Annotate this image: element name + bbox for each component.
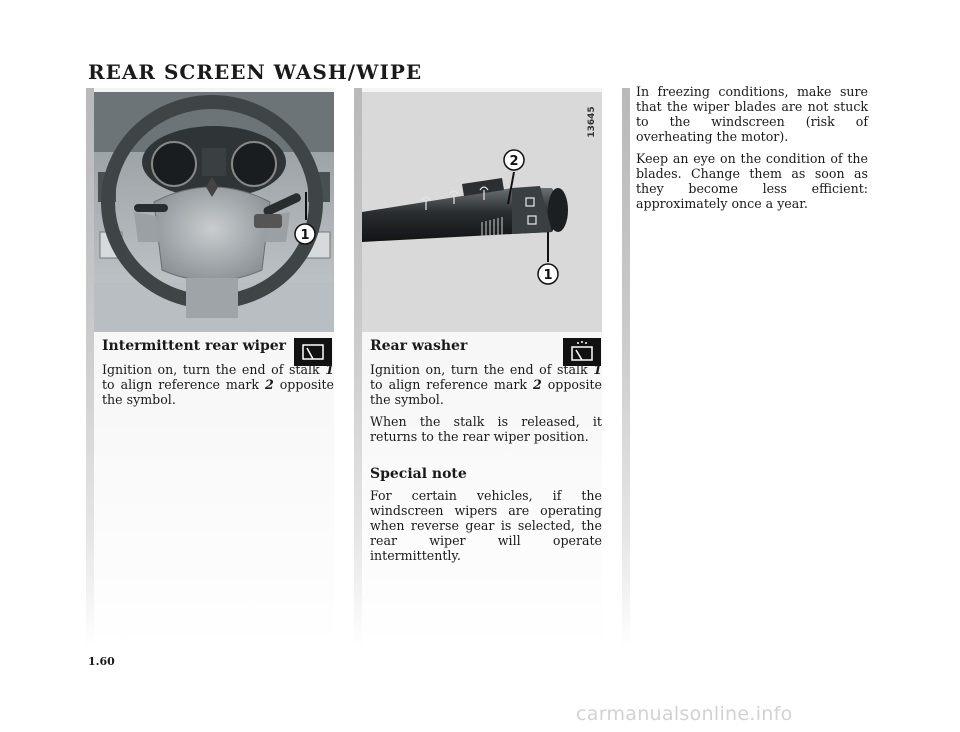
intermittent-rear-wiper-heading: Intermittent rear wiper — [102, 338, 287, 354]
page-number: 1.60 — [88, 655, 115, 668]
photo-callout-1b: 1 — [543, 268, 553, 283]
steering-wheel-photo — [94, 92, 334, 332]
right-column-text — [636, 84, 868, 218]
intermittent-rear-wiper-text: Ignition on, turn the end of stalk 1 to align reference mark 2 opposite the symbol. — [102, 362, 334, 407]
special-note-text: For certain vehicles, if the windscreen wipers are operating when reverse gear is selected, the rear wiper will operate intermittently. — [370, 488, 602, 563]
photo-code: 13645 — [587, 106, 597, 138]
special-note-heading: Special note — [370, 466, 467, 482]
rear-washer-text: Ignition on, turn the end of stalk 1 to align reference mark 2 opposite the symbol. When the stalk is released, it returns to the rear wiper position. — [370, 362, 602, 444]
photo-callout-1: 1 — [300, 228, 310, 243]
page-title: REAR SCREEN WASH/WIPE — [88, 60, 423, 84]
left-column-bar — [86, 88, 94, 648]
blade-condition-text: Keep an eye on the condition of the blades. Change them as soon as they become less efficient: approximately once a year. — [636, 151, 868, 211]
release-text: When the stalk is released, it returns to the rear wiper position. — [370, 414, 602, 444]
watermark: carmanualsonline.info — [576, 703, 793, 725]
photo-callout-2: 2 — [509, 154, 519, 169]
rear-washer-heading: Rear washer — [370, 338, 468, 354]
right-column-bar — [622, 88, 630, 648]
middle-column-bar — [354, 88, 362, 648]
wiper-stalk-photo — [362, 92, 602, 332]
freezing-conditions-text: In freezing conditions, make sure that the wiper blades are not stuck to the windscreen (risk of overheating the motor). — [636, 84, 868, 144]
